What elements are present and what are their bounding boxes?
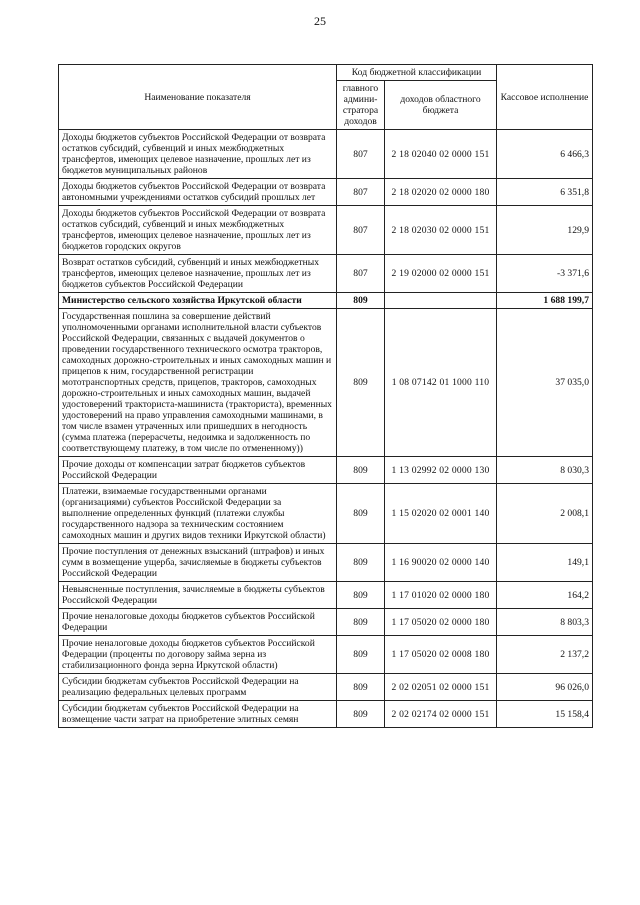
row-name: Доходы бюджетов субъектов Российской Федерации от возврата остатков субсидий, субвенций и иных межбюджетных трансфертов, имеющих целевое назначение, прошлых лет из бюджетов муниципальных районов bbox=[59, 130, 337, 179]
row-income-code: 1 17 01020 02 0000 180 bbox=[385, 582, 497, 609]
table-row bbox=[59, 457, 593, 484]
row-admin-code: 809 bbox=[337, 309, 385, 457]
row-income-code: 2 02 02051 02 0000 151 bbox=[385, 674, 497, 701]
row-amount: 149,1 bbox=[497, 544, 593, 582]
row-income-code: 1 17 05020 02 0000 180 bbox=[385, 609, 497, 636]
row-name: Доходы бюджетов субъектов Российской Федерации от возврата автономными учреждениями остатков субсидий прошлых лет bbox=[59, 179, 337, 206]
row-admin-code: 807 bbox=[337, 255, 385, 293]
row-name: Прочие поступления от денежных взысканий (штрафов) и иных сумм в возмещение ущерба, зачисляемые в бюджеты субъектов Российской Федерации bbox=[59, 544, 337, 582]
row-income-code: 2 02 02174 02 0000 151 bbox=[385, 701, 497, 728]
row-name: Субсидии бюджетам субъектов Российской Федерации на реализацию федеральных целевых программ bbox=[59, 674, 337, 701]
row-amount: 1 688 199,7 bbox=[497, 293, 593, 309]
row-amount: -3 371,6 bbox=[497, 255, 593, 293]
row-amount: 15 158,4 bbox=[497, 701, 593, 728]
row-admin-code: 809 bbox=[337, 701, 385, 728]
row-name: Государственная пошлина за совершение действий уполномоченными органами исполнительной власти субъектов Российской Федерации, связанных с выдачей документов о проведении государственного технического осмотра тракторов, самоходных дорожно-строительных и иных самоходных машин и прицепов к ним, государственной регистрации мототранспортных средств, прицепов, тракторов, самоходных дорожно-строительных и иных самоходных машин, выдачей удостоверений тракториста-машиниста (тракториста), временных удостоверений на право управления самоходными машинами, в том числе взамен утраченных или пришедших в негодность (сумма платежа (перерасчеты, недоимка и задолженность по соответствующему платежу, в том числе по отмененному)) bbox=[59, 309, 337, 457]
row-amount: 6 351,8 bbox=[497, 179, 593, 206]
table-row bbox=[59, 636, 593, 674]
row-admin-code: 809 bbox=[337, 293, 385, 309]
header-income: доходов областного бюджета bbox=[385, 81, 497, 130]
table-row bbox=[59, 544, 593, 582]
row-amount: 164,2 bbox=[497, 582, 593, 609]
row-admin-code: 809 bbox=[337, 484, 385, 544]
row-income-code: 2 18 02040 02 0000 151 bbox=[385, 130, 497, 179]
budget-table bbox=[58, 64, 593, 728]
header-code-group: Код бюджетной классификации bbox=[337, 65, 497, 81]
row-amount: 8 030,3 bbox=[497, 457, 593, 484]
row-admin-code: 807 bbox=[337, 206, 385, 255]
row-income-code: 1 15 02020 02 0001 140 bbox=[385, 484, 497, 544]
row-admin-code: 809 bbox=[337, 636, 385, 674]
row-admin-code: 809 bbox=[337, 544, 385, 582]
row-income-code bbox=[385, 293, 497, 309]
header-admin: главного админи-стратора доходов bbox=[337, 81, 385, 130]
row-admin-code: 809 bbox=[337, 609, 385, 636]
header-name: Наименование показателя bbox=[59, 65, 337, 130]
table-row bbox=[59, 309, 593, 457]
row-name: Доходы бюджетов субъектов Российской Федерации от возврата остатков субсидий, субвенций и иных межбюджетных трансфертов, имеющих целевое назначение, прошлых лет из бюджетов городских округов bbox=[59, 206, 337, 255]
table-row bbox=[59, 206, 593, 255]
row-income-code: 1 17 05020 02 0008 180 bbox=[385, 636, 497, 674]
row-name: Субсидии бюджетам субъектов Российской Федерации на возмещение части затрат на приобретение элитных семян bbox=[59, 701, 337, 728]
row-amount: 2 008,1 bbox=[497, 484, 593, 544]
table-row bbox=[59, 582, 593, 609]
row-income-code: 1 08 07142 01 1000 110 bbox=[385, 309, 497, 457]
table-row bbox=[59, 674, 593, 701]
row-amount: 6 466,3 bbox=[497, 130, 593, 179]
page-number: 25 bbox=[314, 14, 326, 28]
header-execution: Кассовое исполнение bbox=[497, 65, 593, 130]
row-amount: 129,9 bbox=[497, 206, 593, 255]
row-amount: 96 026,0 bbox=[497, 674, 593, 701]
row-income-code: 2 19 02000 02 0000 151 bbox=[385, 255, 497, 293]
row-name: Министерство сельского хозяйства Иркутской области bbox=[59, 293, 337, 309]
table-row bbox=[59, 130, 593, 179]
table-row bbox=[59, 484, 593, 544]
row-amount: 8 803,3 bbox=[497, 609, 593, 636]
row-name: Невыясненные поступления, зачисляемые в бюджеты субъектов Российской Федерации bbox=[59, 582, 337, 609]
row-name: Прочие неналоговые доходы бюджетов субъектов Российской Федерации (проценты по договору займа зерна из стабилизационного фонда зерна Иркутской области) bbox=[59, 636, 337, 674]
row-amount: 37 035,0 bbox=[497, 309, 593, 457]
row-income-code: 1 13 02992 02 0000 130 bbox=[385, 457, 497, 484]
row-admin-code: 809 bbox=[337, 582, 385, 609]
table-row bbox=[59, 609, 593, 636]
table-row bbox=[59, 255, 593, 293]
row-name: Платежи, взимаемые государственными органами (организациями) субъектов Российской Федерации за выполнение определенных функций (платежи службы государственного надзора за техническим состоянием самоходных машин и других видов техники Иркутской области) bbox=[59, 484, 337, 544]
row-name: Прочие неналоговые доходы бюджетов субъектов Российской Федерации bbox=[59, 609, 337, 636]
row-income-code: 2 18 02030 02 0000 151 bbox=[385, 206, 497, 255]
section-row bbox=[59, 293, 593, 309]
row-admin-code: 809 bbox=[337, 674, 385, 701]
row-admin-code: 809 bbox=[337, 457, 385, 484]
row-name: Возврат остатков субсидий, субвенций и иных межбюджетных трансфертов, имеющих целевое назначение, прошлых лет из бюджетов субъектов Российской Федерации bbox=[59, 255, 337, 293]
table-row bbox=[59, 179, 593, 206]
row-income-code: 1 16 90020 02 0000 140 bbox=[385, 544, 497, 582]
table-row bbox=[59, 701, 593, 728]
row-admin-code: 807 bbox=[337, 130, 385, 179]
row-admin-code: 807 bbox=[337, 179, 385, 206]
row-amount: 2 137,2 bbox=[497, 636, 593, 674]
row-income-code: 2 18 02020 02 0000 180 bbox=[385, 179, 497, 206]
row-name: Прочие доходы от компенсации затрат бюджетов субъектов Российской Федерации bbox=[59, 457, 337, 484]
table-body bbox=[59, 130, 593, 728]
table-header bbox=[59, 65, 593, 130]
